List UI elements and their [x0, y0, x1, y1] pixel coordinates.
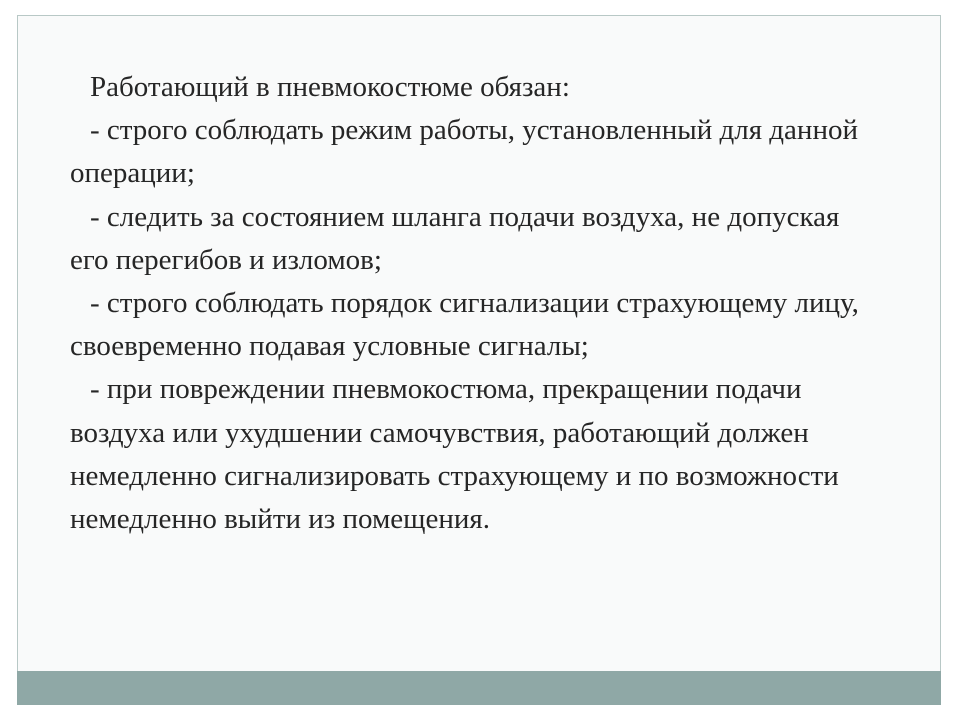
rule-signaling: - строго соблюдать порядок сигнализации страхующему лицу, своевременно подавая условные сигналы; [70, 287, 859, 363]
rule-work-mode: - строго соблюдать режим работы, установленный для данной операции; [70, 114, 858, 190]
rule-emergency: - при повреждении пневмокостюма, прекращении подачи воздуха или ухудшении самочувствия, работающий должен немедленно сигнализировать страхующему и по возможности немедленно выйти из помещения. [70, 373, 839, 536]
intro-paragraph: Работающий в пневмокостюме обязан: [90, 71, 570, 103]
slide-body [70, 66, 870, 541]
rule-air-hose: - следить за состоянием шланга подачи воздуха, не допуская его перегибов и изломов; [70, 200, 840, 276]
footer-bar [17, 671, 941, 705]
